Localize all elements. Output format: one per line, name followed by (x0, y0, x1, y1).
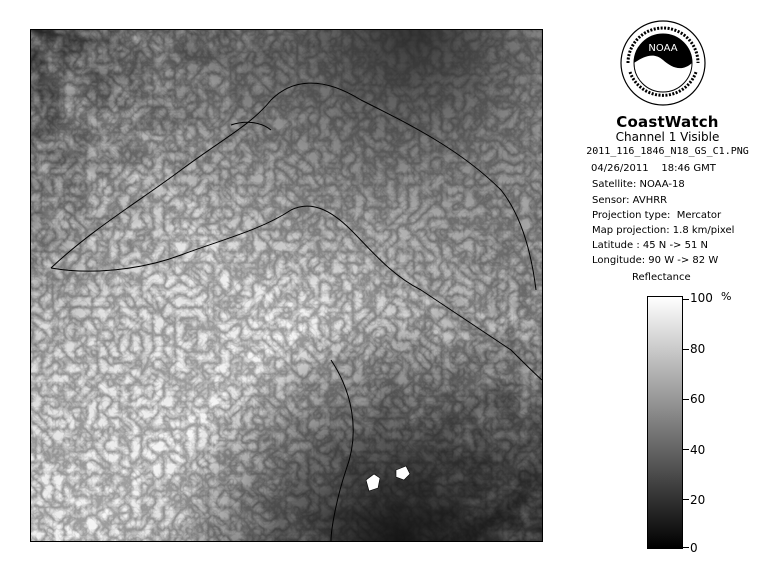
satellite-info: Satellite: NOAA-18 (592, 179, 685, 190)
colorbar-tick-mark (683, 349, 689, 350)
file-name: 2011_116_1846_N18_GS_C1.PNG (586, 146, 749, 157)
sensor-info: Sensor: AVHRR (592, 195, 668, 206)
channel-title: Channel 1 Visible (615, 130, 720, 144)
colorbar-tick-label: 20 (690, 493, 706, 507)
app-title: CoastWatch (616, 113, 719, 131)
colorbar-unit: % (721, 290, 732, 303)
satellite-image (30, 29, 543, 542)
date-time: 04/26/2011 18:46 GMT (591, 163, 716, 174)
legend-title: Reflectance (632, 272, 691, 283)
reflectance-colorbar (647, 296, 683, 549)
colorbar-tick-mark (683, 449, 689, 450)
colorbar-tick-mark (683, 399, 689, 400)
logo-center-text: NOAA (648, 43, 678, 54)
colorbar-tick-label: 0 (690, 541, 698, 555)
projection-type-info: Projection type: Mercator (592, 210, 722, 221)
map-projection-info: Map projection: 1.8 km/pixel (592, 225, 735, 236)
colorbar-tick-label: 100 (690, 291, 713, 305)
colorbar-tick-label: 80 (690, 342, 706, 356)
colorbar-tick-label: 40 (690, 443, 706, 457)
noaa-logo (620, 20, 706, 106)
colorbar-tick-mark (683, 547, 689, 548)
satellite-image-svg (31, 30, 542, 541)
colorbar-tick-mark (683, 299, 689, 300)
latitude-info: Latitude : 45 N -> 51 N (592, 240, 708, 251)
colorbar-tick-label: 60 (690, 392, 706, 406)
longitude-info: Longitude: 90 W -> 82 W (592, 255, 719, 266)
colorbar-tick-mark (683, 499, 689, 500)
